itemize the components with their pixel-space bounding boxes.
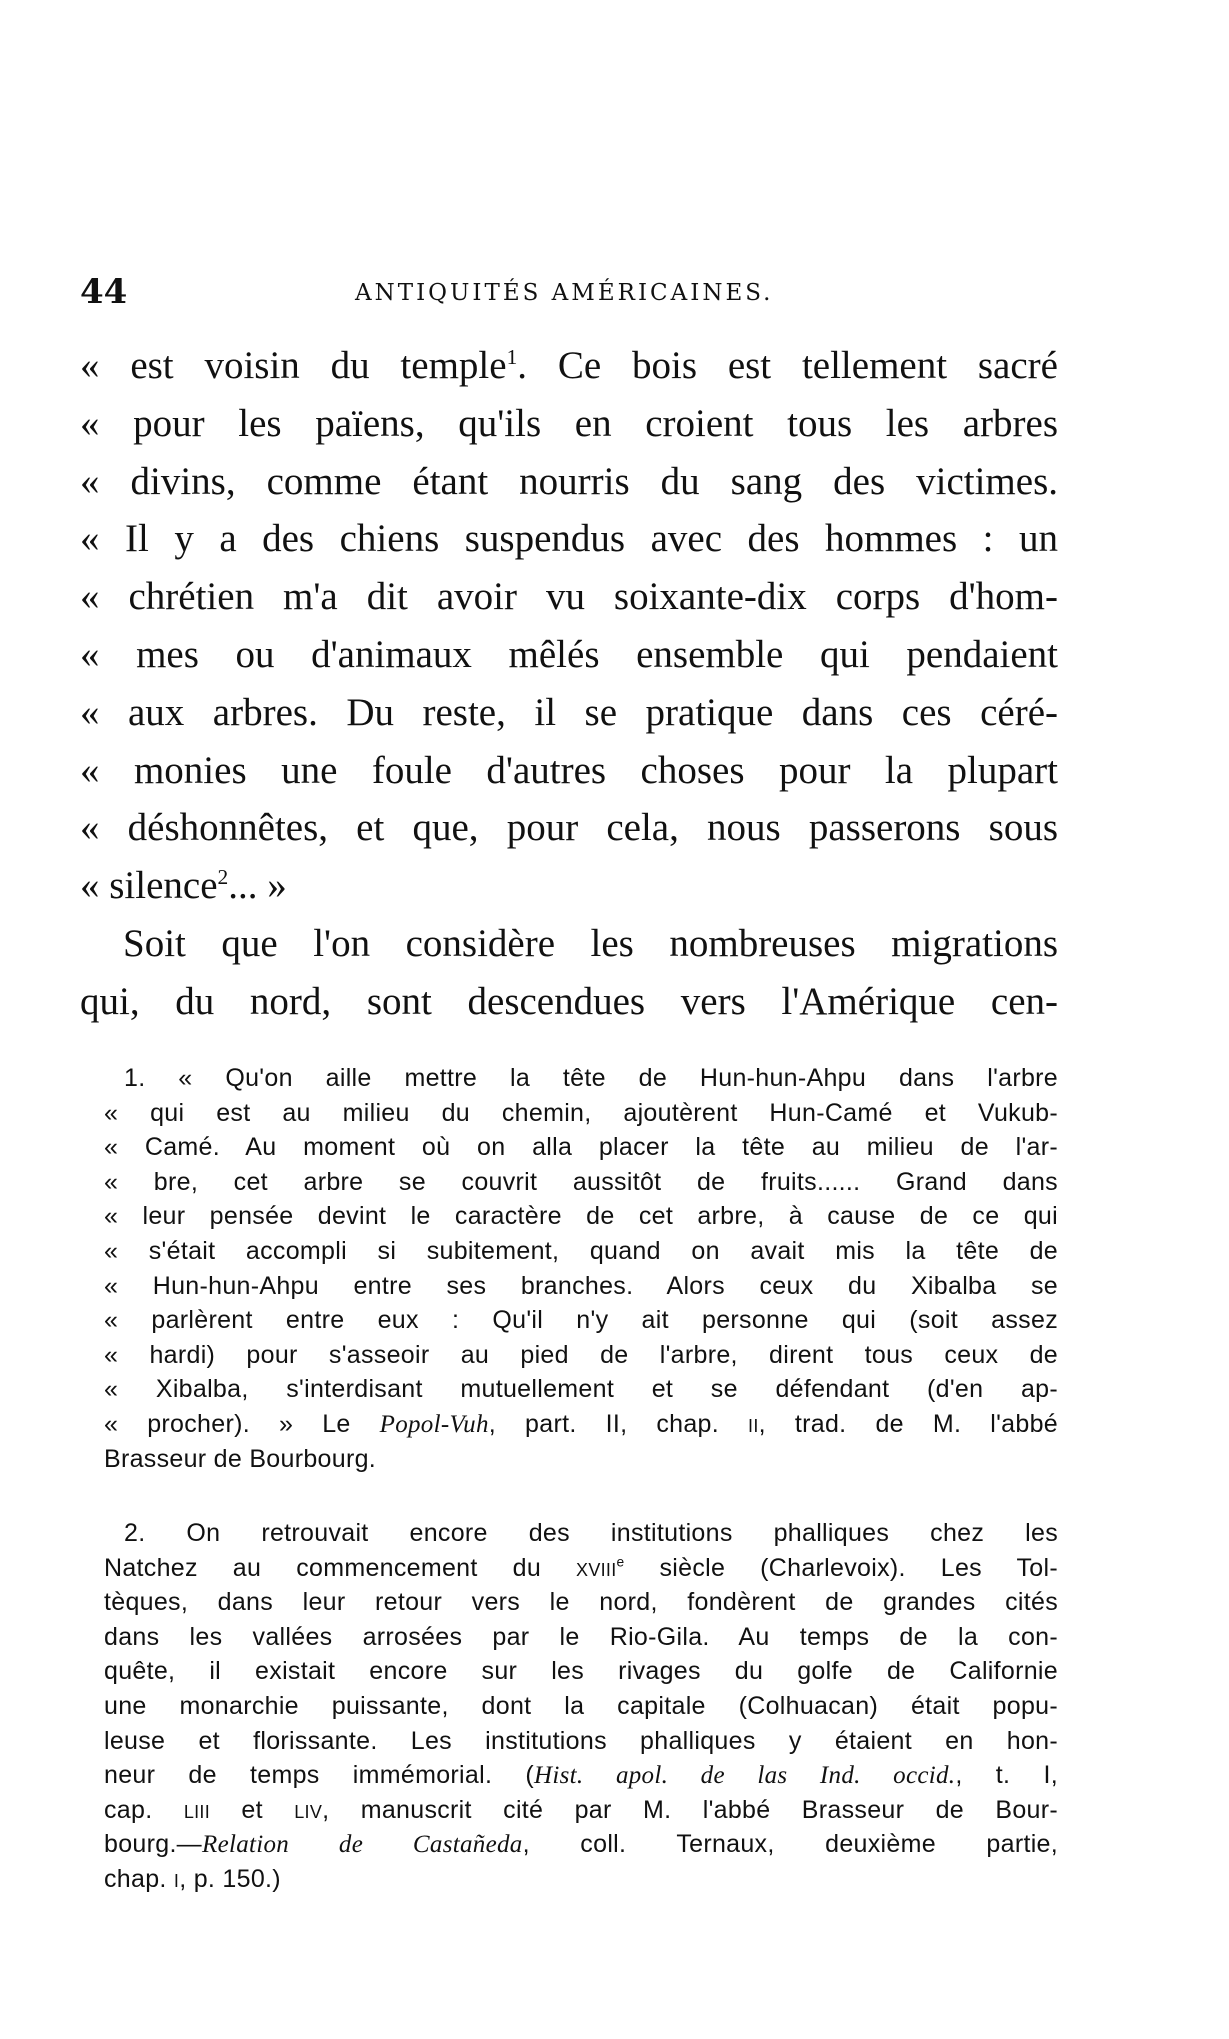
text-run: « mes ou d'animaux mêlés ensemble qui pendaient: [80, 632, 1058, 676]
body-line: [80, 857, 1058, 915]
body-line: [80, 510, 1058, 568]
text-run: « procher). » Le: [104, 1409, 380, 1438]
footnote-marker: e: [616, 1554, 625, 1570]
body-line: [80, 684, 1058, 742]
body-line: [80, 799, 1058, 857]
footnote-line: [104, 1620, 1058, 1655]
text-run: « silence: [80, 864, 218, 908]
footnote-line: [104, 1407, 1058, 1442]
footnote-line: [104, 1516, 1058, 1551]
styled-text-run: xviii: [576, 1553, 617, 1582]
text-run: Natchez au commencement du: [104, 1553, 577, 1582]
footnote-line: [104, 1269, 1058, 1304]
body-line: [80, 395, 1058, 453]
body-line: [80, 973, 1058, 1031]
running-title: ANTIQUITÉS AMÉRICAINES.: [355, 280, 774, 306]
text-run: Brasseur de Bourbourg.: [104, 1444, 377, 1473]
text-run: tèques, dans leur retour vers le nord, fondèrent de grandes cités: [104, 1588, 1058, 1617]
body-line: [80, 337, 1058, 395]
text-run: quête, il existait encore sur les rivages du golfe de Californie: [104, 1657, 1058, 1686]
text-run: « bre, cet arbre se couvrit aussitôt de fruits...... Grand dans: [104, 1167, 1058, 1196]
footnote-line: [104, 1199, 1058, 1234]
text-run: 1. « Qu'on aille mettre la tête de Hun-hun-Ahpu dans l'arbre: [124, 1064, 1058, 1092]
text-run: , trad. de M. l'abbé: [758, 1409, 1058, 1438]
text-run: , manuscrit cité par M. l'abbé Brasseur de Bour-: [322, 1795, 1058, 1824]
styled-text-run: i: [173, 1864, 180, 1893]
text-run: , coll. Ternaux, deuxième partie,: [522, 1830, 1058, 1859]
body-line: [80, 626, 1058, 684]
body-line: [80, 742, 1058, 800]
body-line: [80, 915, 1058, 973]
footnote-line: [104, 1165, 1058, 1200]
footnote-line: [104, 1724, 1058, 1759]
footnote-line: [104, 1130, 1058, 1165]
text-run: ... »: [228, 864, 287, 908]
footnote-2: [104, 1516, 1058, 1897]
text-run: dans les vallées arrosées par le Rio-Gila. Au temps de la con-: [104, 1622, 1058, 1651]
text-run: « monies une foule d'autres choses pour la plupart: [80, 748, 1058, 792]
text-run: « divins, comme étant nourris du sang des victimes.: [80, 459, 1058, 503]
text-run: qui, du nord, sont descendues vers l'Amérique cen-: [80, 979, 1058, 1023]
text-run: « s'était accompli si subitement, quand on avait mis la tête de: [104, 1236, 1058, 1265]
text-run: « Camé. Au moment où on alla placer la tête au milieu de l'ar-: [104, 1133, 1058, 1162]
styled-text-run: Popol-Vuh: [379, 1410, 489, 1438]
footnote-line: [104, 1234, 1058, 1269]
text-run: « Xibalba, s'interdisant mutuellement et se défendant (d'en ap-: [104, 1375, 1058, 1404]
text-run: , p. 150.): [179, 1864, 281, 1893]
footnote-line: [104, 1372, 1058, 1407]
footnote-line: [104, 1061, 1058, 1096]
body-line: [80, 568, 1058, 626]
text-run: siècle (Charlevoix). Les Tol-: [624, 1553, 1058, 1582]
footnote-line: [104, 1758, 1058, 1793]
page-number: 44: [80, 272, 128, 312]
text-run: « parlèrent entre eux : Qu'il n'y ait personne qui (soit assez: [104, 1306, 1058, 1335]
styled-text-run: Relation de Castañeda: [202, 1831, 523, 1859]
footnote-marker: 1: [506, 345, 518, 369]
footnote-line: [104, 1096, 1058, 1131]
styled-text-run: liii: [183, 1795, 211, 1824]
text-run: « leur pensée devint le caractère de cet arbre, à cause de ce qui: [104, 1202, 1058, 1231]
text-run: 2. On retrouvait encore des institutions phalliques chez les: [124, 1519, 1058, 1547]
footnote-marker: 2: [217, 865, 229, 890]
text-run: et: [210, 1795, 295, 1824]
text-run: leuse et florissante. Les institutions phalliques y étaient en hon-: [104, 1726, 1058, 1755]
text-run: « Il y a des chiens suspendus avec des hommes : un: [80, 517, 1058, 561]
footnote-line: [104, 1551, 1058, 1586]
text-run: . Ce bois est tellement sacré: [517, 344, 1058, 387]
text-run: , part. II, chap.: [488, 1409, 749, 1438]
text-run: bourg.—: [104, 1830, 202, 1859]
footnote-1: [104, 1061, 1058, 1476]
body-line: [80, 453, 1058, 511]
styled-text-run: ii: [748, 1409, 759, 1438]
text-run: neur de temps immémorial. (: [104, 1761, 535, 1790]
styled-text-run: Hist. apol. de las Ind. occid.: [534, 1762, 956, 1790]
text-run: Soit que l'on considère les nombreuses migrations: [123, 921, 1058, 965]
text-run: chap.: [104, 1864, 174, 1893]
styled-text-run: liv: [294, 1795, 323, 1824]
text-run: « Hun-hun-Ahpu entre ses branches. Alors ceux du Xibalba se: [104, 1271, 1058, 1300]
text-run: « hardi) pour s'asseoir au pied de l'arbre, dirent tous ceux de: [104, 1340, 1058, 1369]
footnote-line: [104, 1338, 1058, 1373]
running-header: [80, 272, 1058, 318]
text-run: cap.: [104, 1795, 184, 1824]
footnote-line: [104, 1862, 1058, 1897]
text-run: « déshonnêtes, et que, pour cela, nous passerons sous: [80, 806, 1058, 850]
footnote-line: [104, 1585, 1058, 1620]
footnote-line: [104, 1303, 1058, 1338]
text-run: « pour les païens, qu'ils en croient tous les arbres: [80, 401, 1058, 445]
text-run: , t. I,: [955, 1761, 1058, 1790]
footnote-line: [104, 1689, 1058, 1724]
text-run: « aux arbres. Du reste, il se pratique dans ces céré-: [80, 690, 1058, 734]
text-run: une monarchie puissante, dont la capitale (Colhuacan) était popu-: [104, 1691, 1058, 1720]
footnote-line: [104, 1442, 1058, 1477]
text-run: « qui est au milieu du chemin, ajoutèrent Hun-Camé et Vukub-: [104, 1098, 1058, 1127]
body-text: [80, 337, 1058, 1031]
footnote-line: [104, 1793, 1058, 1828]
text-run: « chrétien m'a dit avoir vu soixante-dix corps d'hom-: [80, 575, 1058, 619]
text-run: « est voisin du temple: [80, 344, 507, 387]
footnote-line: [104, 1654, 1058, 1689]
footnote-line: [104, 1827, 1058, 1862]
